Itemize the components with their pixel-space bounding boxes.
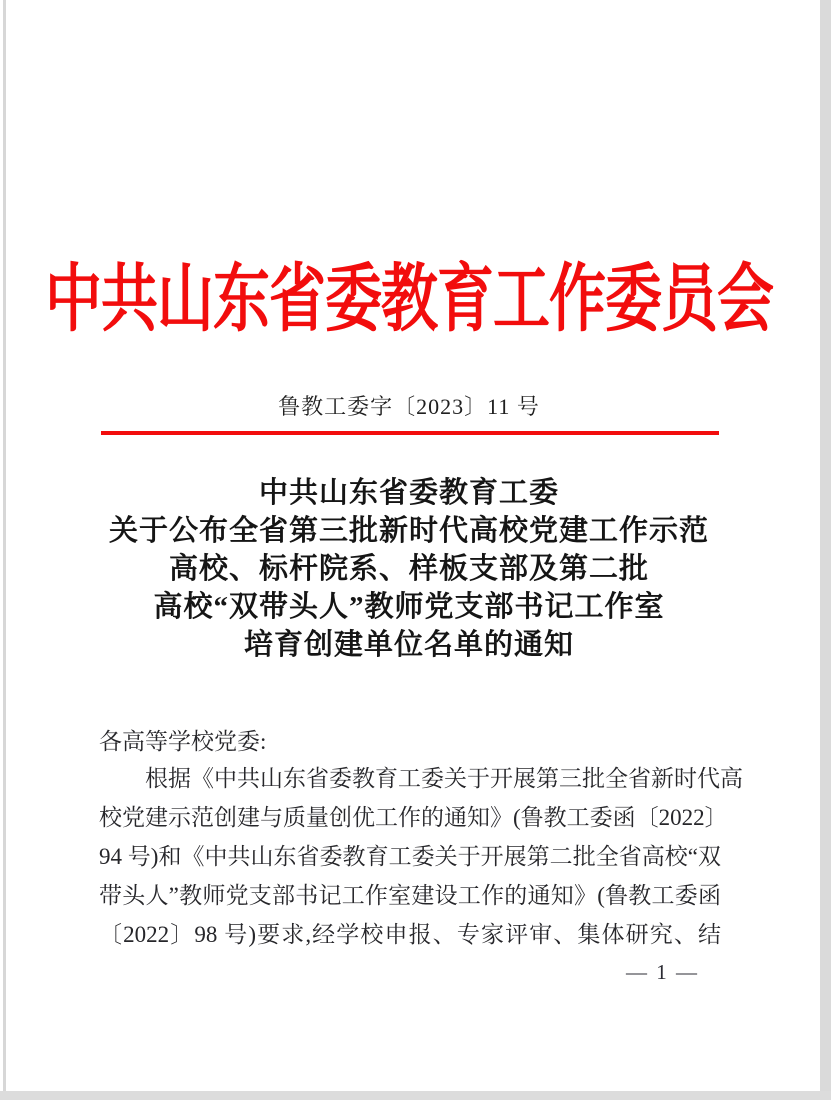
notice-title-line: 高校“双带头人”教师党支部书记工作室 bbox=[153, 591, 665, 623]
body-line: 带头人”教师党支部书记工作室建设工作的通知》(鲁教工委函 bbox=[99, 883, 721, 908]
body-line: 校党建示范创建与质量创优工作的通知》(鲁教工委函〔2022〕 bbox=[99, 805, 728, 830]
red-separator-rule bbox=[101, 431, 719, 435]
body-line: 〔2022〕98 号)要求,经学校申报、专家评审、集体研究、结 bbox=[99, 922, 721, 947]
letterhead-org-name bbox=[45, 243, 773, 343]
letterhead-org-name-text: 中共山东省委教育工作委员会 bbox=[45, 259, 773, 342]
notice-title-line: 中共山东省委教育工委 bbox=[258, 477, 559, 509]
page-number: — 1 — bbox=[626, 960, 699, 984]
doc-number: 鲁教工委字〔2023〕11 号 bbox=[278, 394, 540, 419]
page-edge-right bbox=[820, 0, 831, 1100]
notice-title-line: 高校、标杆院系、样板支部及第二批 bbox=[168, 553, 649, 585]
salutation: 各高等学校党委: bbox=[99, 729, 267, 754]
page-edge-bottom bbox=[0, 1091, 831, 1100]
page-edge-left bbox=[3, 0, 6, 1100]
notice-title-line: 培育创建单位名单的通知 bbox=[243, 629, 574, 661]
body-line: 根据《中共山东省委教育工委关于开展第三批全省新时代高 bbox=[145, 766, 743, 791]
body-line: 94 号)和《中共山东省委教育工委关于开展第二批全省高校“双 bbox=[99, 844, 721, 869]
notice-title bbox=[99, 474, 719, 664]
body-paragraph bbox=[99, 759, 743, 954]
notice-title-line: 关于公布全省第三批新时代高校党建工作示范 bbox=[108, 515, 709, 547]
